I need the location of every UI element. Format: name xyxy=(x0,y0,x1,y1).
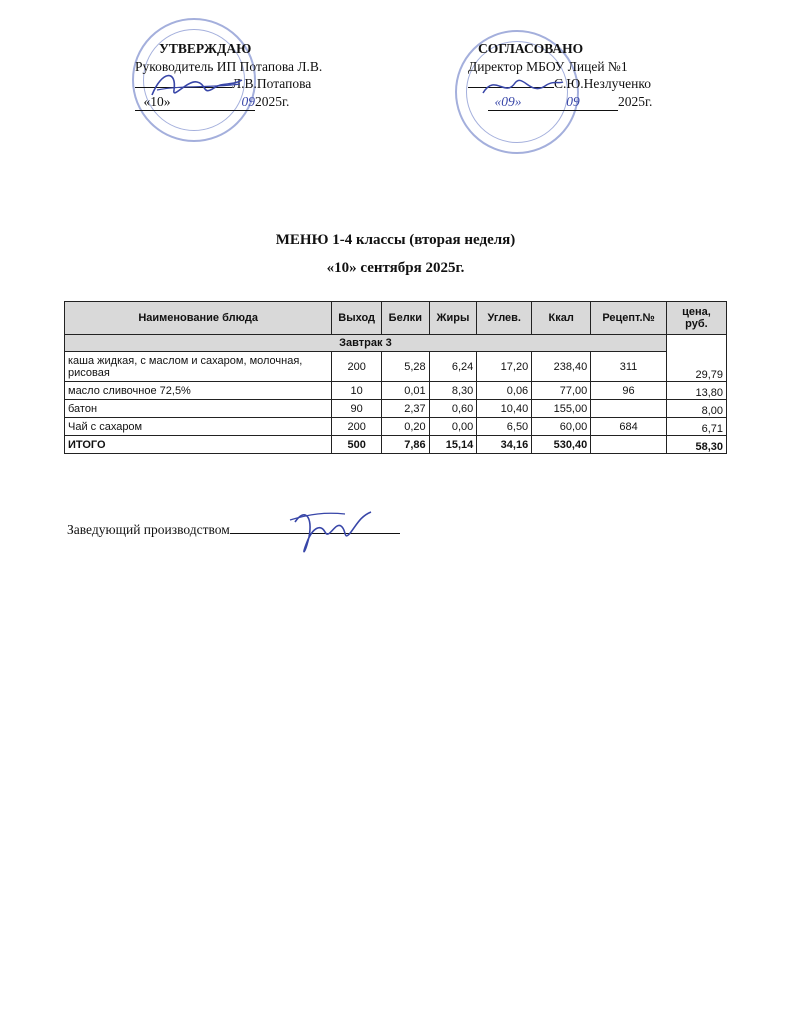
cell-kcal: 77,00 xyxy=(532,382,591,400)
cell-recipe: 96 xyxy=(591,382,667,400)
total-kcal: 530,40 xyxy=(532,436,591,454)
cell-carbs: 17,20 xyxy=(477,352,532,382)
approve-date-month: 09 xyxy=(179,93,255,111)
header-cell: Рецепт.№ xyxy=(591,302,667,335)
table-header-row xyxy=(65,302,727,335)
approve-signature xyxy=(142,60,252,110)
cell-price: 13,80 xyxy=(666,382,726,400)
total-carbs: 34,16 xyxy=(477,436,532,454)
menu-date: «10» сентября 2025г. xyxy=(326,260,465,276)
approve-date-day: «10» xyxy=(135,93,179,111)
total-row xyxy=(65,436,727,454)
cell-yield: 10 xyxy=(332,382,382,400)
cell-protein: 2,37 xyxy=(382,400,430,418)
menu-title: МЕНЮ 1-4 классы (вторая неделя) xyxy=(275,232,516,248)
header-cell: Наименование блюда xyxy=(65,302,332,335)
agree-signature xyxy=(475,68,565,108)
dish-name: Чай с сахаром xyxy=(65,418,332,436)
agree-date-month: 09 xyxy=(528,93,618,111)
table-row xyxy=(65,382,727,400)
approve-name: Л.В.Потапова xyxy=(232,76,312,91)
agree-date-year: 2025г. xyxy=(618,94,653,109)
cell-price: 8,00 xyxy=(666,400,726,418)
cell-kcal: 155,00 xyxy=(532,400,591,418)
cell-fat: 6,24 xyxy=(429,352,477,382)
agree-heading: СОГЛАСОВАНО xyxy=(478,41,584,56)
cell-recipe: 311 xyxy=(591,352,667,382)
total-yield: 500 xyxy=(332,436,382,454)
dish-name: каша жидкая, с маслом и сахаром, молочная, рисовая xyxy=(65,352,332,382)
cell-yield: 200 xyxy=(332,418,382,436)
section-row xyxy=(65,335,727,352)
approve-heading: УТВЕРЖДАЮ xyxy=(159,41,252,56)
table-row xyxy=(65,400,727,418)
table-row xyxy=(65,418,727,436)
header-cell: Выход xyxy=(332,302,382,335)
cell-protein: 5,28 xyxy=(382,352,430,382)
approve-date-year: 2025г. xyxy=(255,94,290,109)
total-recipe xyxy=(591,436,667,454)
footer-label: Заведующий производством xyxy=(67,522,230,537)
cell-recipe: 684 xyxy=(591,418,667,436)
cell-fat: 0,60 xyxy=(429,400,477,418)
header-cell: Углев. xyxy=(477,302,532,335)
cell-carbs: 0,06 xyxy=(477,382,532,400)
cell-price: 6,71 xyxy=(666,418,726,436)
section-label: Завтрак 3 xyxy=(65,335,667,352)
cell-fat: 0,00 xyxy=(429,418,477,436)
cell-kcal: 238,40 xyxy=(532,352,591,382)
agree-name: С.Ю.Незлученко xyxy=(554,76,651,91)
cell-price: 29,79 xyxy=(666,352,726,382)
cell-carbs: 10,40 xyxy=(477,400,532,418)
total-price: 58,30 xyxy=(666,436,726,454)
cell-fat: 8,30 xyxy=(429,382,477,400)
total-label: ИТОГО xyxy=(65,436,332,454)
agree-date-day: «09» xyxy=(488,93,528,111)
dish-name: масло сливочное 72,5% xyxy=(65,382,332,400)
approve-line1: Руководитель ИП Потапова Л.В. xyxy=(135,59,323,74)
footer-signature xyxy=(285,502,375,562)
cell-carbs: 6,50 xyxy=(477,418,532,436)
table-row xyxy=(65,352,727,382)
total-fat: 15,14 xyxy=(429,436,477,454)
cell-recipe xyxy=(591,400,667,418)
header-cell: цена, руб. xyxy=(666,302,726,335)
agree-line1: Директор МБОУ Лицей №1 xyxy=(468,59,628,74)
total-protein: 7,86 xyxy=(382,436,430,454)
header-cell: Жиры xyxy=(429,302,477,335)
header-cell: Белки xyxy=(382,302,430,335)
header-cell: Ккал xyxy=(532,302,591,335)
menu-table xyxy=(64,301,727,454)
cell-yield: 200 xyxy=(332,352,382,382)
cell-kcal: 60,00 xyxy=(532,418,591,436)
cell-yield: 90 xyxy=(332,400,382,418)
dish-name: батон xyxy=(65,400,332,418)
cell-protein: 0,20 xyxy=(382,418,430,436)
cell-protein: 0,01 xyxy=(382,382,430,400)
